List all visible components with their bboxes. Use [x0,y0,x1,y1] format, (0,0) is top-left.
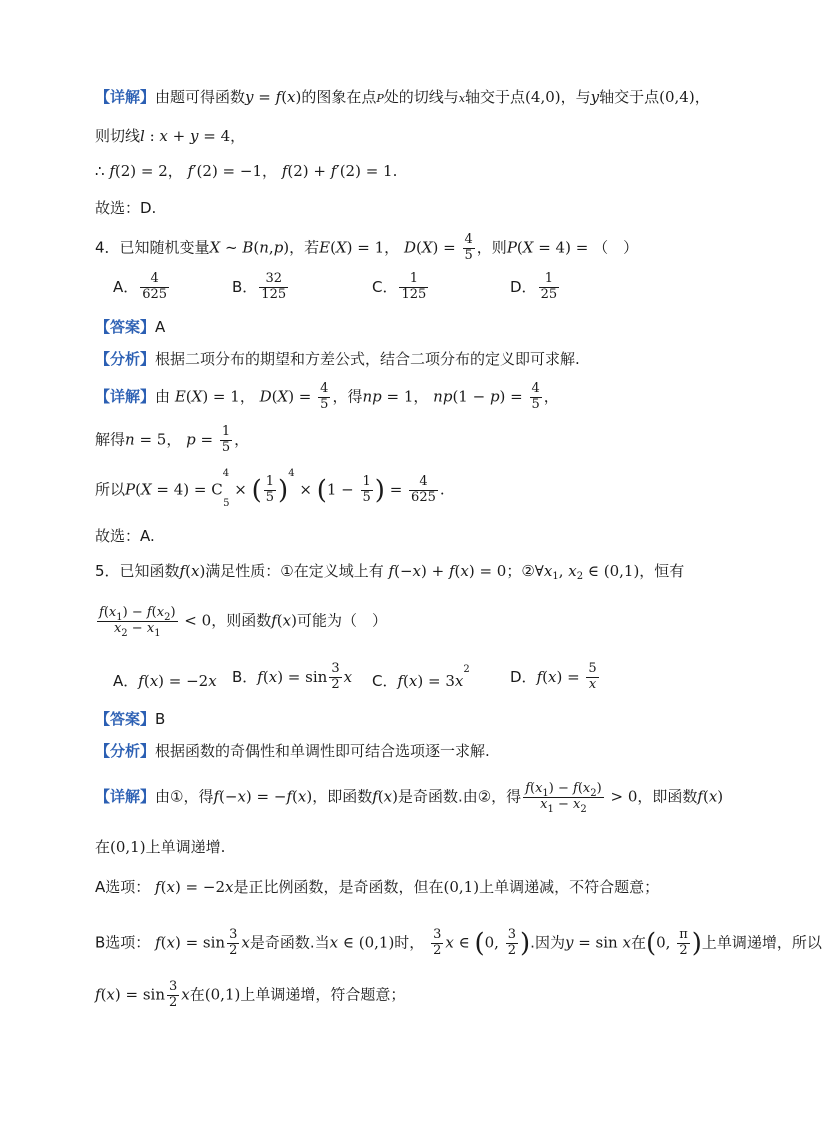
q4-option-c: C． $\frac{1}{125}$ [372,271,427,302]
q3-values-line: ∴ f(2) = 2， f′(2) = −1， f(2) + f′(2) = 1. [95,162,398,180]
q3-tangent-line: 则切线l : x + y = 4， [95,127,246,145]
q5-option-c: C．$f(x) = 3x^2$ [372,664,470,690]
q4-option-b: B． $\frac{32}{125}$ [232,271,287,302]
q4-detail: 【详解】由 E(X) = 1， D(X) = $\frac{4}{5}$ ，得np = 1， np(1 − p) = $\frac{4}{5}$ ， [95,381,559,412]
detail-tag: 【详解】 [95,88,156,106]
q4-solve: 解得n = 5， p = $\frac{1}{5}$ ， [95,424,250,455]
q5-option-a-analysis: A选项： f(x) = −2x是正比例函数，是奇函数，但在(0,1)上单调递减，不符合题意； [95,878,660,896]
q5-option-b: B．f(x) = sin $\frac{3}{2}$ x [232,661,353,692]
q3-detail-line: 【详解】由题可得函数y = f(x)的图象在点P处的切线与x轴交于点(4,0)，与y轴交于点(0,4)， [95,88,710,106]
q4-choose: 故选：A. [95,527,155,545]
q4-stem: 4．已知随机变量X ~ B(n,p)，若E(X) = 1， D(X) = $\frac{4}{5}$ ，则P(X = 4) = （ ） [95,232,639,263]
q5-detail-1: 【详解】由①，得f(−x) = −f(x)，即函数f(x)是奇函数.由②，得 $\frac{f(x_1) - f(x_2)}{x_1 - x_2}$ > 0，即函数f(x) [95,781,724,816]
q4-option-d: D． $\frac{1}{25}$ [510,271,558,302]
q5-stem-2: $\frac{f(x_1) - f(x_2)}{x_2 - x_1}$ < 0，则函数f(x)可能为（ ） [99,605,387,640]
q5-detail-2: 在(0,1)上单调递增. [95,838,226,856]
q5-option-d: D．f(x) = $\frac{5}{x}$ [510,661,597,692]
q4-analysis: 【分析】根据二项分布的期望和方差公式，结合二项分布的定义即可求解. [95,350,580,368]
q5-option-b-analysis-1: B选项： f(x) = sin $\frac{3}{2}$ x是奇函数.当x ∈ (0,1)时， $\frac{3}{2}$ x ∈ (0, $\frac{3}{2}$ ).因为y = sin x在(0, $\frac{\pi}{2}$ )上单调递增，所以 [95,927,822,959]
q5-answer: 【答案】B [95,710,166,728]
q5-option-b-analysis-2: f(x) = sin $\frac{3}{2}$ x在(0,1)上单调递增，符合题意； [95,979,406,1010]
q4-result: 所以$P(X = 4) = C^4_5$ × ( $\frac{1}{5}$ )$^4$ × (1 − $\frac{1}{5}$ ) = $\frac{4}{625}$ . [95,468,445,509]
q4-option-a: A． $\frac{4}{625}$ [113,271,168,302]
q4-answer: 【答案】A [95,318,166,336]
q5-analysis: 【分析】根据函数的奇偶性和单调性即可结合选项逐一求解. [95,742,490,760]
q5-stem-1: 5．已知函数f(x)满足性质：①在定义域上有 f(−x) + f(x) = 0；$②\forall x_1$, $x_2$ ∈ (0,1)，恒有 [95,562,685,582]
q3-choose: 故选：D. [95,199,157,217]
q5-option-a: A．f(x) = −2x [113,672,217,690]
